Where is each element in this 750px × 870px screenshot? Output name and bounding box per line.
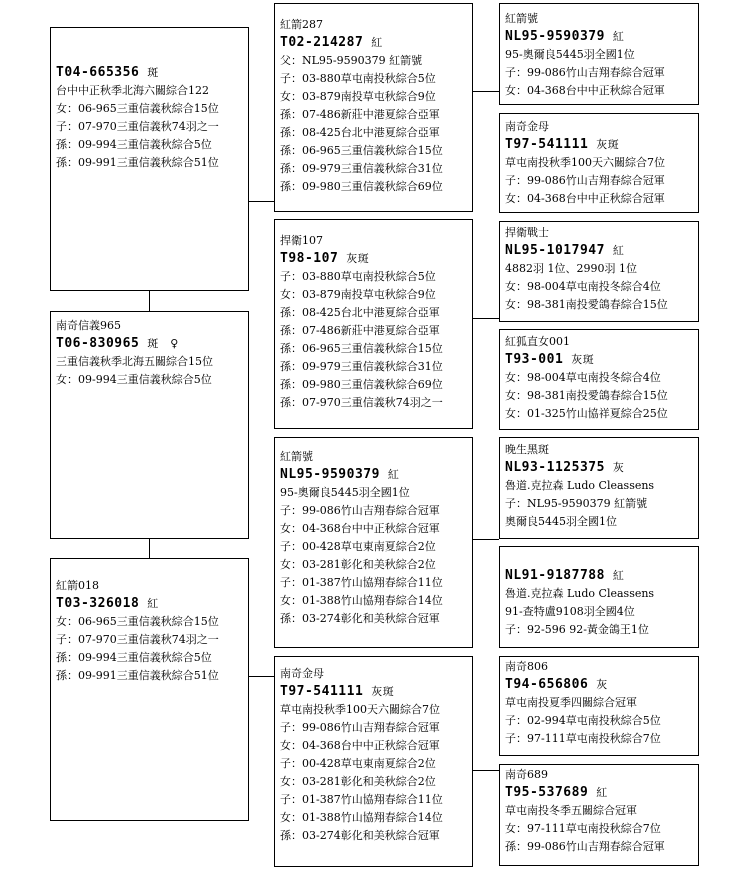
record-line: 奧爾良5445羽全國1位 bbox=[505, 515, 617, 528]
ring-number: T98-107 灰斑 bbox=[280, 251, 370, 266]
record-line: 草屯南投秋季100天六關綜合7位 bbox=[280, 703, 440, 716]
record-line: 女：04-368台中中正秋綜合冠軍 bbox=[280, 739, 440, 752]
record-line: 91-查特盧9108羽全國4位 bbox=[505, 605, 635, 618]
ring-number: NL95-1017947 紅 bbox=[505, 243, 625, 258]
ring-number: NL93-1125375 灰 bbox=[505, 460, 625, 475]
record-line: 女：98-004草屯南投冬綜合4位 bbox=[505, 371, 661, 384]
connector bbox=[248, 676, 274, 677]
record-line: 孫：03-274彰化和美秋綜合冠軍 bbox=[280, 829, 440, 842]
record-line: 子：99-086竹山吉翔春綜合冠軍 bbox=[505, 66, 665, 79]
record-line: 台中中正秋季北海六關綜合122 bbox=[56, 84, 209, 97]
record-line: 孫：09-991三重信義秋綜合51位 bbox=[56, 669, 219, 682]
record-line: 孫：08-425台北中港夏綜合亞軍 bbox=[280, 126, 440, 139]
record-line: 95-奧爾良5445羽全國1位 bbox=[280, 486, 410, 499]
bird-name: 紅箭號 bbox=[280, 450, 313, 463]
connector bbox=[248, 201, 274, 202]
pedigree-grandsire-box bbox=[274, 3, 473, 212]
connector bbox=[149, 290, 150, 311]
record-line: 女：06-965三重信義秋綜合15位 bbox=[56, 102, 219, 115]
record-line: 孫：09-994三重信義秋綜合5位 bbox=[56, 138, 212, 151]
ring-number: NL91-9187788 紅 bbox=[505, 568, 625, 583]
connector bbox=[149, 538, 150, 558]
bird-name: 紅箭018 bbox=[56, 579, 99, 592]
record-line: 孫：08-425台北中港夏綜合亞軍 bbox=[280, 306, 440, 319]
pedigree-granddam-box bbox=[274, 219, 473, 429]
pedigree-granddam-box bbox=[274, 656, 473, 867]
record-line: 孫：09-979三重信義秋綜合31位 bbox=[280, 360, 443, 373]
connector bbox=[472, 91, 499, 92]
bird-name: 紅箭號 bbox=[505, 12, 538, 25]
pedigree-grandsire-box bbox=[274, 437, 473, 648]
record-line: 子：03-880草屯南投秋綜合5位 bbox=[280, 270, 436, 283]
bird-name: 捍衛107 bbox=[280, 234, 323, 247]
record-line: 女：01-388竹山協翔春綜合14位 bbox=[280, 594, 443, 607]
record-line: 父：NL95-9590379 紅箭號 bbox=[280, 54, 423, 67]
ring-number: T97-541111 灰斑 bbox=[280, 684, 395, 699]
record-line: 子：99-086竹山吉翔春綜合冠軍 bbox=[505, 174, 665, 187]
connector bbox=[472, 318, 499, 319]
ring-number: T02-214287 紅 bbox=[280, 35, 383, 50]
record-line: 孫：07-486新莊中港夏綜合亞軍 bbox=[280, 324, 440, 337]
record-line: 孫：09-979三重信義秋綜合31位 bbox=[280, 162, 443, 175]
pedigree-great-grandparent-box bbox=[499, 329, 699, 430]
record-line: 女：04-368台中中正秋綜合冠軍 bbox=[280, 522, 440, 535]
pedigree-subject-box bbox=[50, 311, 249, 539]
ring-number: T95-537689 紅 bbox=[505, 785, 608, 800]
record-line: 孫：09-980三重信義秋綜合69位 bbox=[280, 180, 443, 193]
record-line: 孫：99-086竹山吉翔春綜合冠軍 bbox=[505, 840, 665, 853]
bird-name: 南奇信義965 bbox=[56, 319, 121, 332]
record-line: 4882羽 1位、2990羽 1位 bbox=[505, 262, 637, 275]
record-line: 子：01-387竹山協翔春綜合11位 bbox=[280, 576, 443, 589]
connector bbox=[472, 539, 499, 540]
record-line: 女：03-281彰化和美秋綜合2位 bbox=[280, 558, 436, 571]
record-line: 女：03-879南投草屯秋綜合9位 bbox=[280, 288, 436, 301]
record-line: 女：98-004草屯南投冬綜合4位 bbox=[505, 280, 661, 293]
bird-name: 南奇689 bbox=[505, 768, 548, 781]
ring-number: T06-830965 斑 ♀ bbox=[56, 336, 179, 351]
record-line: 女：98-381南投愛鴿春綜合15位 bbox=[505, 389, 668, 402]
record-line: 女：09-994三重信義秋綜合5位 bbox=[56, 373, 212, 386]
record-line: 子：07-970三重信義秋74羽之一 bbox=[56, 633, 219, 646]
bird-name: 南奇金母 bbox=[280, 667, 324, 680]
record-line: 子：01-387竹山協翔春綜合11位 bbox=[280, 793, 443, 806]
record-line: 孫：03-274彰化和美秋綜合冠軍 bbox=[280, 612, 440, 625]
record-line: 子：92-596 92-黃金鴿王1位 bbox=[505, 623, 649, 636]
pedigree-great-grandparent-box bbox=[499, 437, 699, 539]
record-line: 子：03-880草屯南投秋綜合5位 bbox=[280, 72, 436, 85]
record-line: 子：99-086竹山吉翔春綜合冠軍 bbox=[280, 504, 440, 517]
record-line: 女：03-281彰化和美秋綜合2位 bbox=[280, 775, 436, 788]
ring-number: T94-656806 灰 bbox=[505, 677, 608, 692]
record-line: 子：07-970三重信義秋74羽之一 bbox=[56, 120, 219, 133]
record-line: 孫：07-970三重信義秋74羽之一 bbox=[280, 396, 443, 409]
record-line: 子：00-428草屯東南夏綜合2位 bbox=[280, 540, 436, 553]
ring-number: T97-541111 灰斑 bbox=[505, 137, 620, 152]
record-line: 女：98-381南投愛鴿春綜合15位 bbox=[505, 298, 668, 311]
record-line: 女：04-368台中中正秋綜合冠軍 bbox=[505, 192, 665, 205]
record-line: 三重信義秋季北海五關綜合15位 bbox=[56, 355, 213, 368]
pedigree-great-grandparent-box bbox=[499, 113, 699, 213]
record-line: 孫：09-980三重信義秋綜合69位 bbox=[280, 378, 443, 391]
pedigree-dam-box bbox=[50, 558, 249, 821]
record-line: 孫：09-994三重信義秋綜合5位 bbox=[56, 651, 212, 664]
connector bbox=[472, 770, 499, 771]
record-line: 草屯南投冬季五關綜合冠軍 bbox=[505, 804, 637, 817]
record-line: 孫：07-486新莊中港夏綜合亞軍 bbox=[280, 108, 440, 121]
bird-name: 南奇金母 bbox=[505, 120, 549, 133]
record-line: 女：01-325竹山協祥夏綜合25位 bbox=[505, 407, 668, 420]
record-line: 女：04-368台中中正秋綜合冠軍 bbox=[505, 84, 665, 97]
ring-number: NL95-9590379 紅 bbox=[505, 29, 625, 44]
ring-number: T93-001 灰斑 bbox=[505, 352, 595, 367]
pedigree-great-grandparent-box bbox=[499, 546, 699, 648]
pedigree-great-grandparent-box bbox=[499, 3, 699, 105]
ring-number: T03-326018 紅 bbox=[56, 596, 159, 611]
bird-name: 捍衛戰士 bbox=[505, 226, 549, 239]
pedigree-sire-box bbox=[50, 27, 249, 291]
record-line: 魯道.克拉森 Ludo Cleassens bbox=[505, 479, 655, 492]
ring-number: NL95-9590379 紅 bbox=[280, 467, 400, 482]
record-line: 子：00-428草屯東南夏綜合2位 bbox=[280, 757, 436, 770]
bird-name: 紅狐直女001 bbox=[505, 335, 570, 348]
ring-number: T04-665356 斑 bbox=[56, 65, 159, 80]
record-line: 女：01-388竹山協翔春綜合14位 bbox=[280, 811, 443, 824]
pedigree-great-grandparent-box bbox=[499, 656, 699, 756]
record-line: 子：02-994草屯南投秋綜合5位 bbox=[505, 714, 661, 727]
bird-name: 紅箭287 bbox=[280, 18, 323, 31]
record-line: 草屯南投夏季四關綜合冠軍 bbox=[505, 696, 637, 709]
record-line: 女：03-879南投草屯秋綜合9位 bbox=[280, 90, 436, 103]
record-line: 孫：06-965三重信義秋綜合15位 bbox=[280, 144, 443, 157]
record-line: 孫：06-965三重信義秋綜合15位 bbox=[280, 342, 443, 355]
bird-name: 南奇806 bbox=[505, 660, 548, 673]
pedigree-great-grandparent-box bbox=[499, 221, 699, 322]
record-line: 女：97-111草屯南投秋綜合7位 bbox=[505, 822, 661, 835]
bird-name: 晚生黑斑 bbox=[505, 443, 549, 456]
record-line: 草屯南投秋季100天六關綜合7位 bbox=[505, 156, 665, 169]
record-line: 魯道.克拉森 Ludo Cleassens bbox=[505, 587, 655, 600]
record-line: 95-奧爾良5445羽全國1位 bbox=[505, 48, 635, 61]
record-line: 子：99-086竹山吉翔春綜合冠軍 bbox=[280, 721, 440, 734]
record-line: 子：97-111草屯南投秋綜合7位 bbox=[505, 732, 661, 745]
record-line: 女：06-965三重信義秋綜合15位 bbox=[56, 615, 219, 628]
pedigree-great-grandparent-box bbox=[499, 764, 699, 866]
record-line: 孫：09-991三重信義秋綜合51位 bbox=[56, 156, 219, 169]
record-line: 子：NL95-9590379 紅箭號 bbox=[505, 497, 648, 510]
